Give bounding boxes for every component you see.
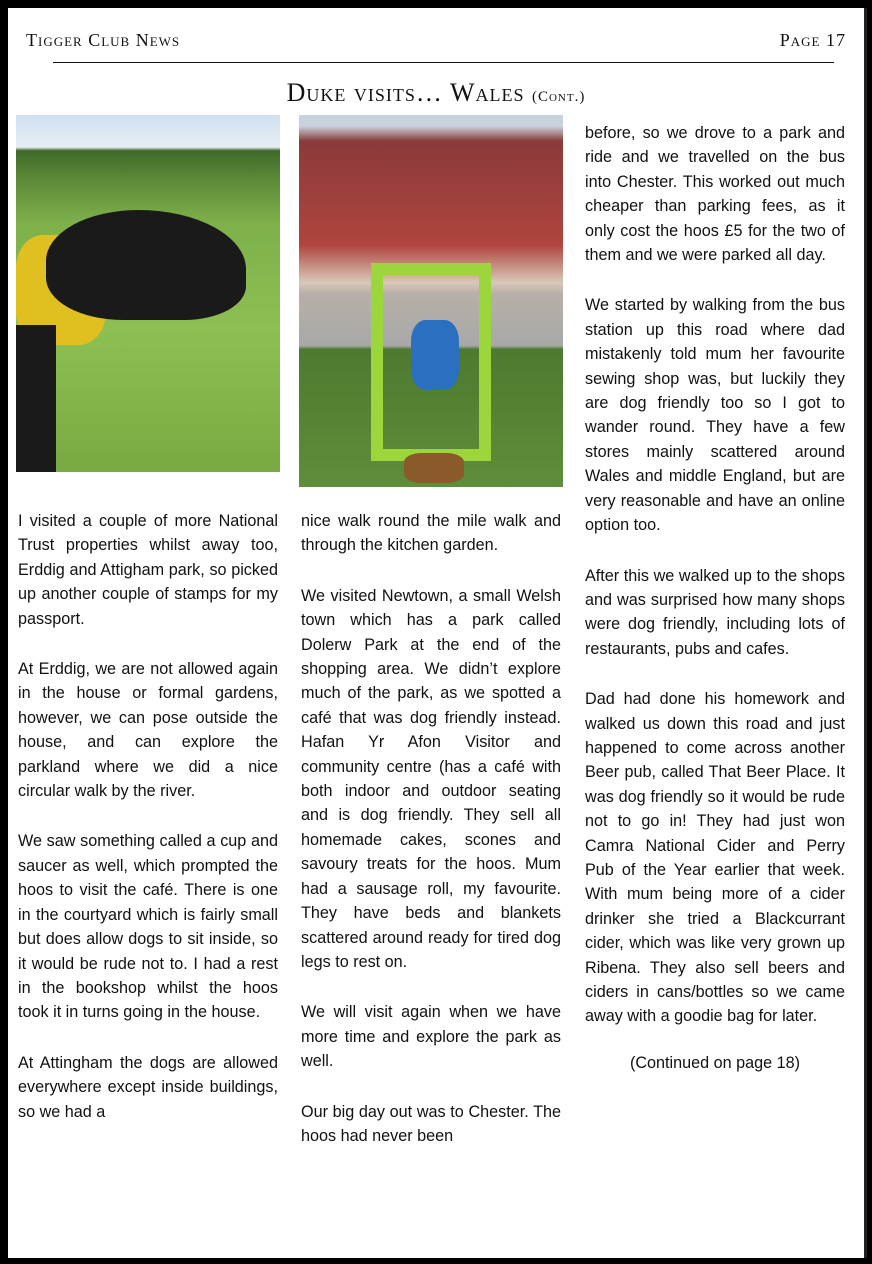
paragraph: We saw something called a cup and saucer as well, which prompted the hoos to visit the café. There is one in the courtyard which is fairly small but does allow dogs to sit inside, so it would be rude not to. I had a rest in the bookshop whilst the hoos took it in turns going in the house.	[18, 832, 278, 1022]
article-title	[8, 78, 864, 108]
photo-detail	[46, 210, 246, 320]
publication-name: Tigger Club News	[26, 30, 181, 50]
paragraph: At Erddig, we are not allowed again in the house or formal gardens, however, we can pose outside the house, and can explore the parkland where we did a nice circular walk by the river.	[18, 660, 278, 801]
column-3	[585, 121, 845, 1101]
paragraph: After this we walked up to the shops and was surprised how many shops were dog friendly, including lots of restaurants, pubs and cafes.	[585, 566, 845, 658]
paragraph: We visited Newtown, a small Welsh town which has a park called Dolerw Park at the end of the shopping area. We didn’t explore much of the park, as we spotted a café that was dog friendly instead. Hafan Yr Afon Visitor and community centre (has a café with both indoor and outdoor seating and is dog friendly. They sell all homemade cakes, scones and savoury treats for the hoos. Mum had a sausage roll, my favourite. They have beds and blankets scattered around ready for tired dog legs to rest on.	[301, 586, 561, 971]
newsletter-page	[8, 8, 867, 1258]
paragraph: We will visit again when we have more time and explore the park as well.	[301, 1003, 561, 1071]
photo-detail	[404, 453, 464, 483]
paragraph: Our big day out was to Chester. The hoos had never been	[301, 1102, 561, 1145]
paragraph: We started by walking from the bus station up this road where dad mistakenly told mum her favourite sewing shop was, but luckily they are dog friendly too so I got to wander round. They have a few stores mainly scattered around Wales and middle England, but are very reasonable and have an online option too.	[585, 296, 845, 535]
title-suffix: (Cont.)	[531, 89, 586, 105]
photo-greyhound-in-field	[16, 115, 280, 472]
paragraph: At Attingham the dogs are allowed everywhere except inside buildings, so we had a	[18, 1053, 278, 1121]
photo-detail	[411, 320, 459, 390]
column-1	[18, 509, 278, 1150]
page-number: Page 17	[779, 30, 846, 50]
paragraph: before, so we drove to a park and ride and we travelled on the bus into Chester. This worked out much cheaper than parking fees, as it only cost the hoos £5 for the two of them and we were parked all day.	[585, 124, 845, 265]
paragraph: I visited a couple of more National Trust properties whilst away too, Erddig and Attigham park, so picked up another couple of stamps for my passport.	[18, 512, 278, 628]
paragraph: nice walk round the mile walk and through the kitchen garden.	[301, 512, 561, 555]
column-2	[301, 509, 561, 1174]
title-text: Duke visits… Wales	[286, 78, 525, 107]
photo-erddig-hall-frame	[299, 115, 563, 487]
header-divider	[53, 62, 834, 63]
photo-detail	[16, 325, 56, 472]
continued-link: (Continued on page 18)	[629, 1053, 801, 1072]
paragraph: Dad had done his homework and walked us down this road and just happened to come across another Beer pub, called That Beer Place. It was dog friendly so it would be rude not to go in! They had just won Camra National Cider and Perry Pub of the Year earlier that week. With mum being more of a cider drinker she tried a Blackcurrant cider, which was like very grown up Ribena. They also sell beers and ciders in cans/bottles so we came away with a goodie bag for later.	[585, 690, 845, 1026]
